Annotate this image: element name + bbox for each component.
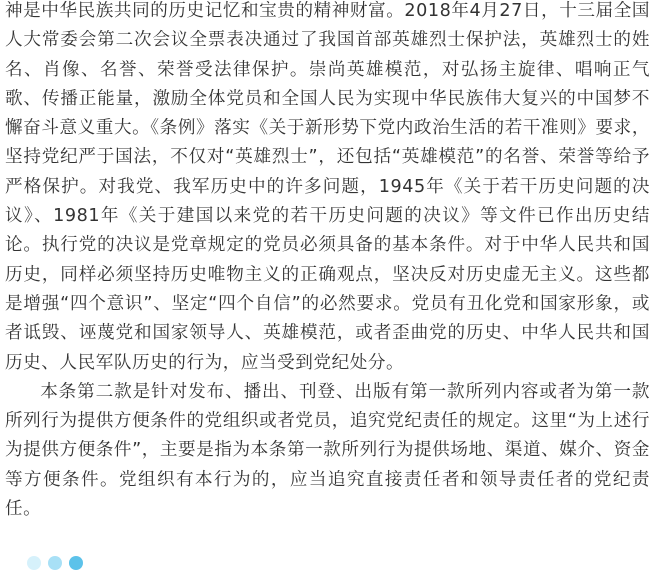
dot-icon-light xyxy=(27,556,41,570)
article-body xyxy=(5,0,650,524)
decorative-dots xyxy=(27,556,83,570)
dot-icon-medium xyxy=(48,556,62,570)
paragraph-2: 本条第二款是针对发布、播出、刊登、出版有第一款所列内容或者为第一款所列行为提供方便条件的党组织或者党员，追究党纪责任的规定。这里“为上述行为提供方便条件”，主要是指为本条第一款所列行为提供场地、渠道、媒介、资金等方便条件。党组织有本行为的，应当追究直接责任者和领导责任者的党纪责任。 xyxy=(5,381,650,520)
dot-icon-dark xyxy=(69,556,83,570)
paragraph-1: 神是中华民族共同的历史记忆和宝贵的精神财富。2018年4月27日，十三届全国人大常委会第二次会议全票表决通过了我国首部英雄烈士保护法，英雄烈士的姓名、肖像、名誉、荣誉受法律保护。崇尚英雄模范，对弘扬主旋律、唱响正气歌、传播正能量，激励全体党员和全国人民为实现中华民族伟大复兴的中国梦不懈奋斗意义重大。《条例》落实《关于新形势下党内政治生活的若干准则》要求，坚持党纪严于国法，不仅对“英雄烈士”，还包括“英雄模范”的名誉、荣誉等给予严格保护。对我党、我军历史中的许多问题，1945年《关于若干历史问题的决议》、1981年《关于建国以来党的若干历史问题的决议》等文件已作出历史结论。执行党的决议是党章规定的党员必须具备的基本条件。对于中华人民共和国历史，同样必须坚持历史唯物主义的正确观点，坚决反对历史虚无主义。这些都是增强“四个意识”、坚定“四个自信”的必然要求。党员有丑化党和国家形象，或者诋毁、诬蔑党和国家领导人、英雄模范，或者歪曲党的历史、中华人民共和国历史、人民军队历史的行为，应当受到党纪处分。 xyxy=(5,1,650,373)
